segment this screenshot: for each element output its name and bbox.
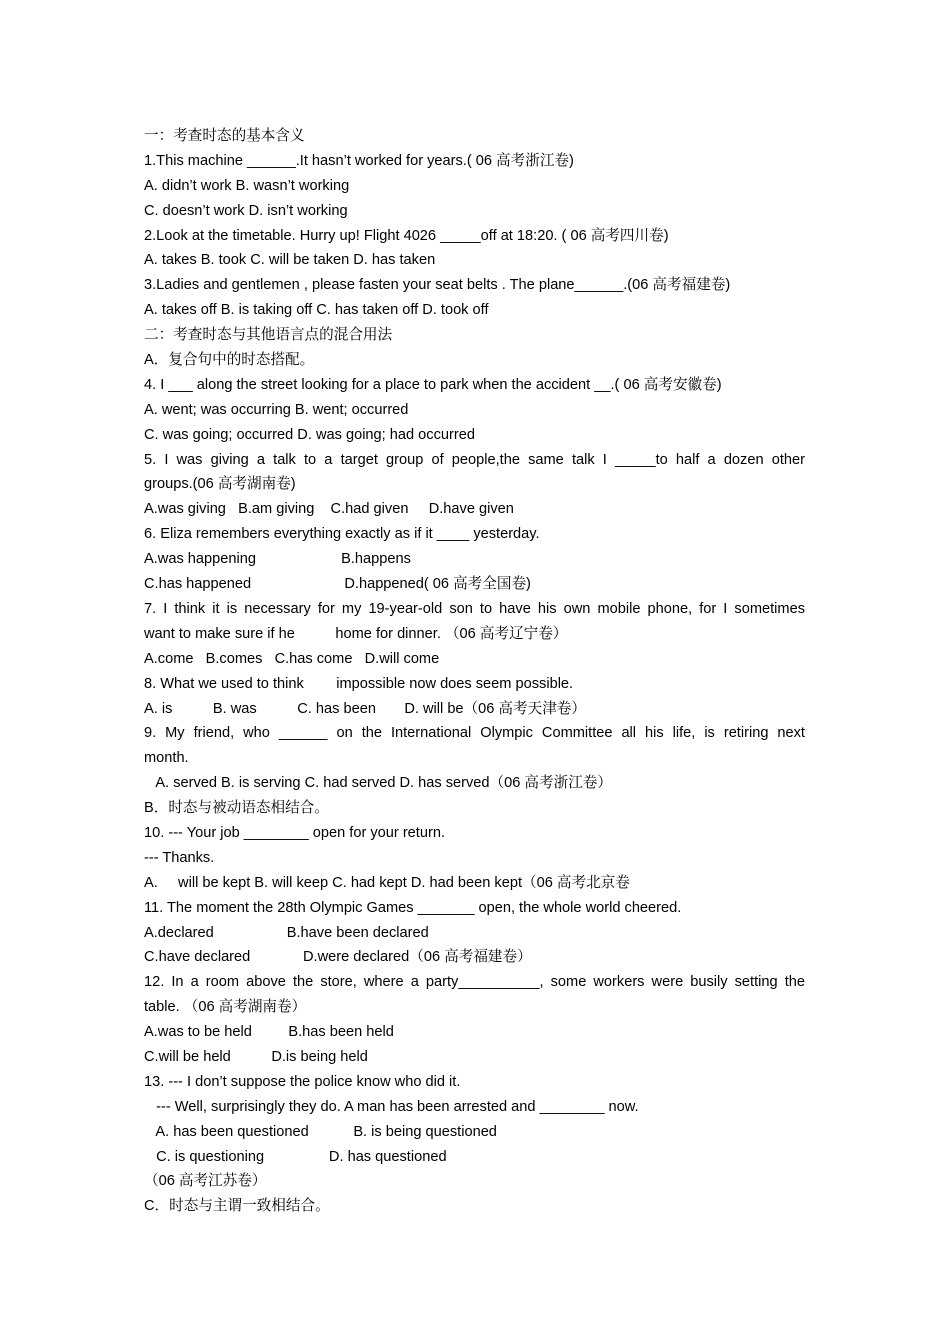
document-line: 一：考查时态的基本含义 <box>144 128 305 144</box>
document-line: groups.(06 高考湖南卷) <box>144 476 296 493</box>
document-line: A. served B. is serving C. had served D. has served（06 高考浙江卷） <box>144 775 612 792</box>
document-line: 13. --- I don’t suppose the police know who did it. <box>144 1073 461 1090</box>
document-line: 12. In a room above the store, where a party__________, some workers were busily setting the <box>144 974 805 991</box>
document-line: C. doesn’t work D. isn’t working <box>144 202 348 219</box>
document-line: 9. My friend, who ______ on the International Olympic Committee all his life, is retiring next <box>144 725 805 742</box>
document-line: 6. Eliza remembers everything exactly as if it ____ yesterday. <box>144 526 540 543</box>
document-line: A. is B. was C. has been D. will be（06 高考天津卷） <box>144 700 586 717</box>
document-line: A. will be kept B. will keep C. had kept D. had been kept（06 高考北京卷 <box>144 874 630 891</box>
document-line: A. went; was occurring B. went; occurred <box>144 401 409 418</box>
document-line: C. is questioning D. has questioned <box>144 1148 447 1165</box>
document-line: A.was to be held B.has been held <box>144 1024 394 1041</box>
document-line: C.has happened D.happened( 06 高考全国卷) <box>144 576 531 593</box>
document-line: A．复合句中的时态搭配。 <box>144 352 315 369</box>
document-line: --- Thanks. <box>144 849 215 866</box>
document-line: 1.This machine ______.It hasn’t worked for years.( 06 高考浙江卷) <box>144 152 574 169</box>
document-line: A.come B.comes C.has come D.will come <box>144 650 440 667</box>
document-line: （06 高考江苏卷） <box>144 1173 267 1190</box>
document-line: C.have declared D.were declared（06 高考福建卷） <box>144 949 532 966</box>
document-line: 7. I think it is necessary for my 19-year-old son to have his own mobile phone, for I sometimes <box>144 600 805 617</box>
document-line: B．时态与被动语态相结合。 <box>144 800 329 817</box>
document-line: 10. --- Your job ________ open for your return. <box>144 824 445 841</box>
document-line: 8. What we used to think impossible now does seem possible. <box>144 675 574 692</box>
document-line: A. takes off B. is taking off C. has taken off D. took off <box>144 302 489 319</box>
document-line: 2.Look at the timetable. Hurry up! Flight 4026 _____off at 18:20. ( 06 高考四川卷) <box>144 227 669 244</box>
document-line: A. takes B. took C. will be taken D. has taken <box>144 252 436 269</box>
document-line: 3.Ladies and gentlemen , please fasten your seat belts . The plane______.(06 高考福建卷) <box>144 277 731 294</box>
document-line: A.was happening B.happens <box>144 551 411 568</box>
document-line: 4. I ___ along the street looking for a place to park when the accident __.( 06 高考安徽卷) <box>144 376 722 393</box>
document-line: C．时态与主谓一致相结合。 <box>144 1198 330 1215</box>
document-line: A.was giving B.am giving C.had given D.have given <box>144 501 514 518</box>
document-line: A. has been questioned B. is being questioned <box>144 1123 497 1140</box>
document-line: C. was going; occurred D. was going; had occurred <box>144 426 475 443</box>
document-line: C.will be held D.is being held <box>144 1049 368 1066</box>
document-line: 5. I was giving a talk to a target group of people,the same talk I _____to half a dozen other <box>144 451 805 468</box>
document-line: table. （06 高考湖南卷） <box>144 999 307 1016</box>
document-line: month. <box>144 750 189 767</box>
document-line: --- Well, surprisingly they do. A man has been arrested and ________ now. <box>144 1098 639 1115</box>
document-line: A.declared B.have been declared <box>144 924 429 941</box>
document-line: 11. The moment the 28th Olympic Games _______ open, the whole world cheered. <box>144 899 682 916</box>
document-line: want to make sure if he home for dinner. （06 高考辽宁卷） <box>144 625 568 642</box>
document-page <box>144 124 805 1219</box>
document-line: 二：考查时态与其他语言点的混合用法 <box>144 327 393 344</box>
document-line: A. didn’t work B. wasn’t working <box>144 177 350 194</box>
